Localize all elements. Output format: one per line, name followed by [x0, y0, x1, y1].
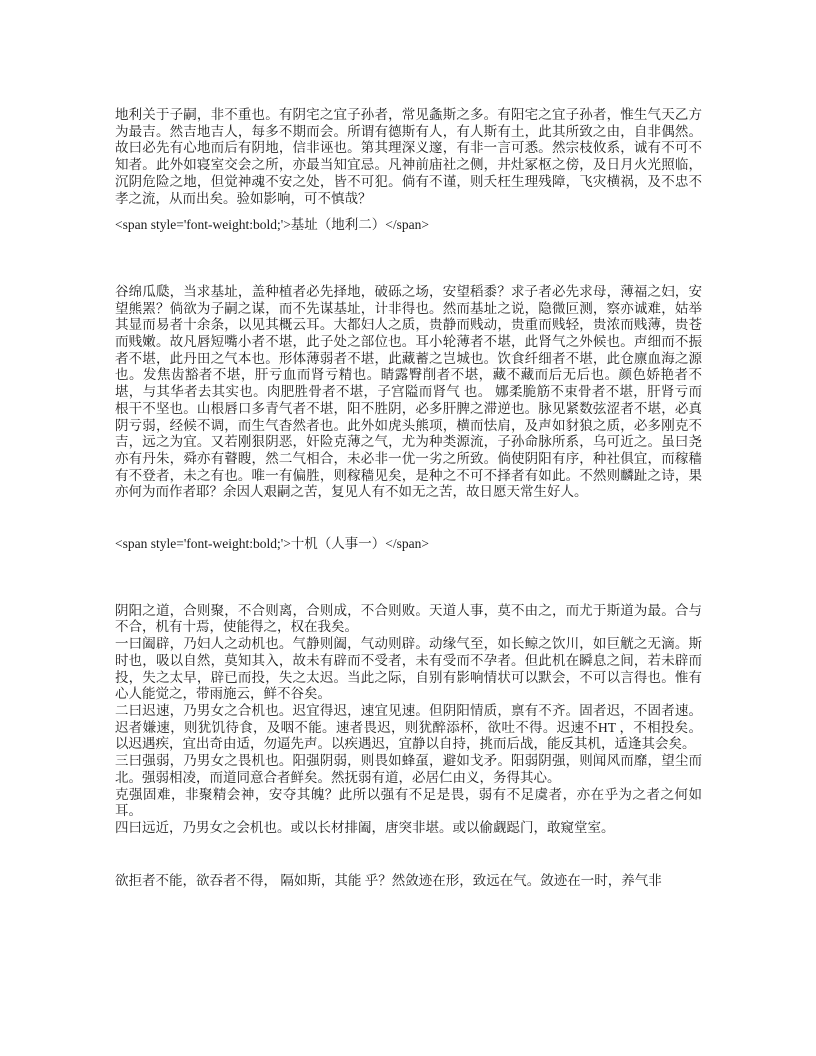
paragraph-mechanism-two-chisu: 二曰迟速，乃男女之合机也。迟宜得迟，速宜见速。但阴阳情质，禀有不齐。固者迟，不固者速。迟者嫌速，则犹饥待食，及咽不能。速者畏迟，则犹醉添杯，欲吐不得。迟速不HT ，不相投矣。以迟遇疾，宜出奇由适，勿逼先声。以疾遇迟，宜静以自持，挑而后战，能反其机，适逢其会矣。 [115, 702, 702, 752]
paragraph-dili-conclusion: 地利关于子嗣，非不重也。有阴宅之宜子孙者，常见螽斯之多。有阳宅之宜子孙者，惟生气天乙方为最吉。然吉地吉人，每多不期而会。所谓有德斯有人，有人斯有土，此其所致之由，自非偶然。故曰必先有心地而后有阴地，信非诬也。第其理深义邃，有非一言可悉。然宗枝攸系，诚有不可不知者。此外如寝室交会之所，亦最当知宜忌。凡神前庙社之侧，井灶冢枢之傍，及日月火光照临，沉阴危险之地，但觉神魂不安之处，皆不可犯。倘有不谨，则夭枉生理残障，飞灾横祸，及不忠不孝之流，从而出矣。验如影响，可不慎哉？ [115, 107, 702, 206]
paragraph-yuju-fragment: 欲拒者不能，欲吞者不得， 隔如斯，其能 乎？然敛迹在形，致远在气。敛迹在一时，养气非 [115, 872, 662, 888]
paragraph-yinyang-intro: 阴阳之道，合则聚，不合则离，合则成，不合则败。天道人事，莫不由之，而尤于斯道为最。合与不合，机有十焉，使能得之，权在我矣。 [115, 602, 702, 635]
paragraph-mechanism-three-qiangruo: 三曰强弱，乃男女之畏机也。阳强阴弱，则畏如蜂虿，避如戈矛。阳弱阴强，则闻风而靡，望尘而北。强弱相凌，而道同意合者鲜矣。然抚弱有道，必居仁由义，务得其心。 [115, 753, 702, 785]
paragraph-jizhi-body: 谷绵瓜瓞，当求基址，盖种植者必先择地，破砾之场，安望稻黍？求子者必先求母，薄福之妇，安望熊罴？倘欲为子嗣之谋，而不先谋基址，计非得也。然而基址之说，隐微叵测，察亦诚难，姑举其显而易者十余条，以见其概云耳。大都妇人之质，贵静而贱动，贵重而贱轻，贵浓而贱薄，贵苍而贱嫩。故凡唇短嘴小者不堪，此子处之部位也。耳小轮薄者不堪，此肾气之外候也。声细而不振者不堪，此丹田之气本也。形体薄弱者不堪，此藏蓄之岂城也。饮食纤细者不堪，此仓廪血海之源也。发焦齿豁者不堪，肝亏血而肾亏精也。睛露臀削者不堪，藏不藏而后无后也。颜色娇艳者不堪，与其华者去其实也。肉肥胜骨者不堪，子宫隘而肾气 也。 娜柔脆筋不束骨者不堪，肝肾亏而根干不坚也。山根唇口多青气者不堪，阳不胜阴，必多肝脾之滞逆也。脉见紧数弦涩者不堪，必真阴亏弱，经候不调，而生气杳然者也。此外如虎头熊项，横而怯肩，及声如豺狼之质，必多刚克不吉，远之为宜。又若刚狠阴恶，奸险克薄之气，尤为种类源流，子孙命脉所系，乌可近之。虽曰尧亦有丹朱，舜亦有瞽瞍，然二气相合，未必非一优一劣之所致。倘使阴阳有序，种社俱宜，而稼穑有不登者，未之有也。唯一有偏胜，则稼穑见矣，是种之不可不择者有如此。不然则麟趾之诗，果亦何为而作者耶？余因人艰嗣之苦，复见人有不如无之苦，故日愿天常生好人。 [115, 283, 702, 500]
paragraph-keqiang: 克强固难，非聚精会神，安夺其魄？此所以强有不足是畏，弱有不足虞者，亦在乎为之者之何如耳。 [115, 786, 702, 819]
paragraph-mechanism-four-yuanjin: 四曰远近，乃男女之会机也。或以长材排阖，唐突非堪。或以偷觑跽门，敢窥堂室。 [115, 819, 615, 835]
raw-span-heading-shiji: <span style='font-weight:bold;'>十机（人事一）</span> [115, 536, 430, 552]
paragraph-mechanism-one-hepi: 一曰阖辟，乃妇人之动机也。气静则阖，气动则辟。动缘气至，如长鲸之饮川，如巨觥之无滴。斯时也，吸以自然，莫知其入，故未有辟而不受者，未有受而不孕者。但此机在瞬息之间，若未辟而投，失之太早，辟已而投，失之太迟。当此之际，自别有影响情状可以默会，不可以言得也。惟有心人能觉之，带雨施云，鲜不谷矣。 [115, 636, 702, 702]
raw-span-heading-jizhi: <span style='font-weight:bold;'>基址（地利二）</span> [115, 217, 430, 233]
